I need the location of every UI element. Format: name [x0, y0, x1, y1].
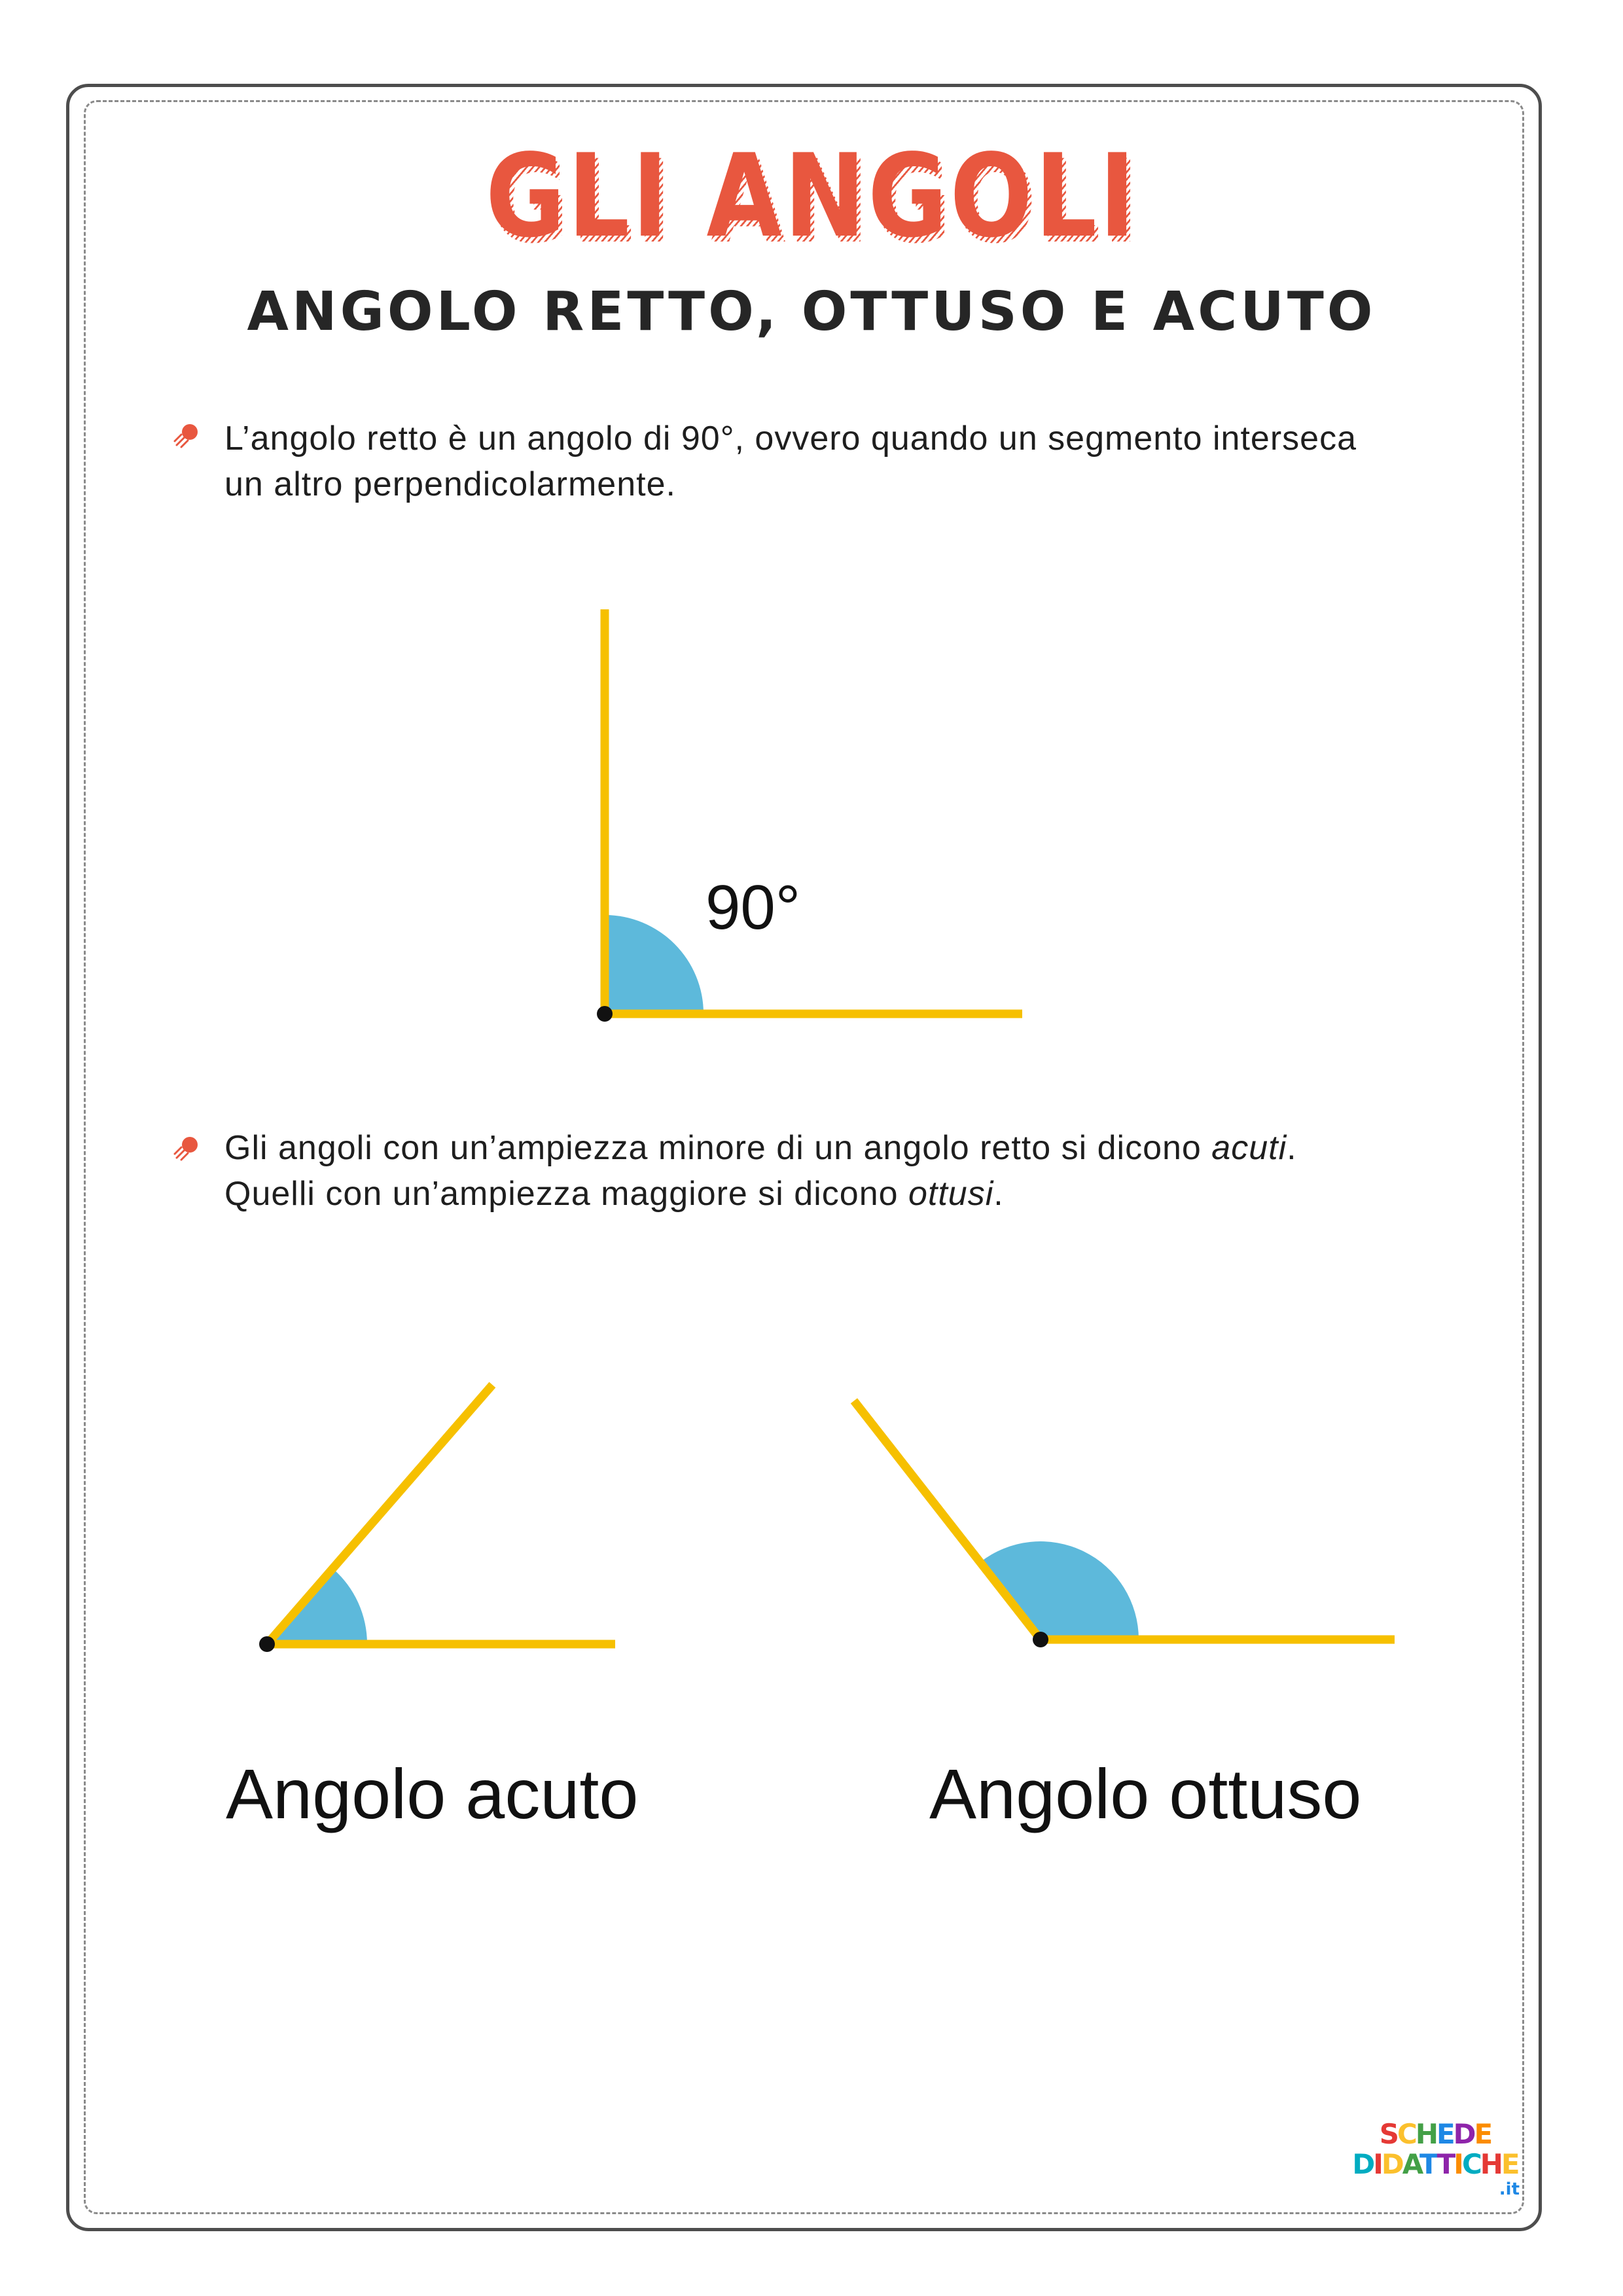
- text-segment: .: [993, 1175, 1004, 1213]
- logo-letter: D: [1453, 2118, 1474, 2150]
- obtuse-angle-vertex: [1033, 1632, 1048, 1647]
- logo-letter: D: [1381, 2148, 1402, 2180]
- logo-suffix: .it: [1499, 2179, 1520, 2199]
- logo-line-1: [1347, 2119, 1524, 2149]
- text-segment: .: [1287, 1129, 1297, 1167]
- acute-angle-diagram: [259, 1385, 615, 1652]
- acute-angle-side-ray: [267, 1385, 492, 1644]
- logo-letter: E: [1436, 2118, 1454, 2150]
- text-segment: Quelli con un’ampiezza maggiore si dicono: [224, 1175, 908, 1213]
- logo-letter: E: [1501, 2148, 1518, 2180]
- right-angle-arc: [605, 915, 704, 1014]
- right-angle-diagram: [597, 609, 1022, 1022]
- logo-letter: H: [1415, 2118, 1436, 2150]
- logo-letter: D: [1352, 2148, 1374, 2180]
- paragraph-line: L’angolo retto è un angolo di 90°, ovvero quando un segmento interseca: [224, 420, 1357, 457]
- term-ottusi: ottusi: [908, 1175, 994, 1213]
- logo-letter: S: [1379, 2118, 1397, 2150]
- logo-letter: A: [1402, 2148, 1420, 2180]
- logo-letter: E: [1474, 2118, 1491, 2150]
- obtuse-angle-side-ray: [854, 1401, 1041, 1640]
- paragraph-line: un altro perpendicolarmente.: [224, 465, 676, 503]
- logo-letter: I: [1454, 2148, 1462, 2180]
- schede-didattiche-logo: [1347, 2119, 1524, 2199]
- right-angle-vertex: [597, 1006, 613, 1022]
- logo-letter: C: [1461, 2148, 1480, 2180]
- obtuse-angle-caption: Angolo ottuso: [929, 1754, 1362, 1833]
- logo-letter: H: [1480, 2148, 1501, 2180]
- acute-angle-caption: Angolo acuto: [226, 1754, 639, 1833]
- right-angle-label: 90°: [705, 872, 801, 942]
- page-subtitle: ANGOLO RETTO, OTTUSO E ACUTO: [247, 281, 1376, 343]
- text-segment: Gli angoli con un’ampiezza minore di un angolo retto si dicono: [224, 1129, 1212, 1167]
- logo-line-2: [1347, 2149, 1524, 2179]
- page-title-text: GLI ANGOLI GLI ANGOLI: [486, 139, 1137, 254]
- logo-letter: T: [1436, 2148, 1454, 2180]
- logo-letter: C: [1397, 2118, 1416, 2150]
- logo-letter: I: [1373, 2148, 1382, 2180]
- obtuse-angle-diagram: [854, 1401, 1395, 1647]
- term-acuti: acuti: [1211, 1129, 1287, 1167]
- acute-angle-vertex: [259, 1636, 275, 1652]
- logo-letter: T: [1419, 2148, 1437, 2180]
